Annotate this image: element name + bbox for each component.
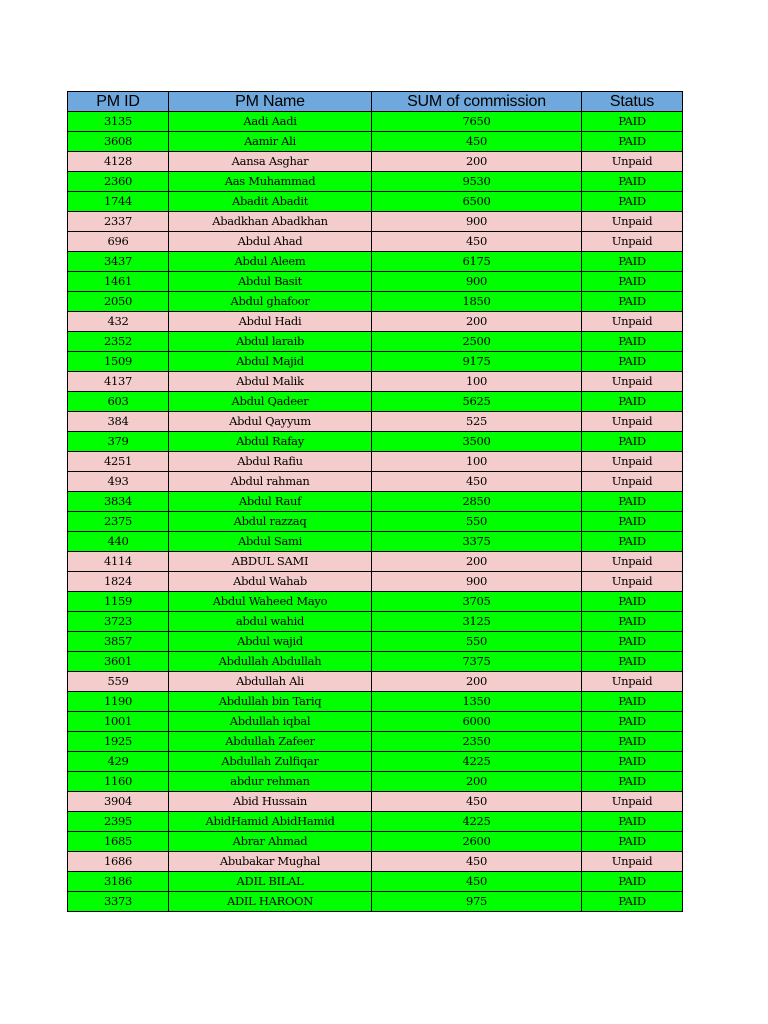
cell-pm-name: Abrar Ahmad [169,832,372,852]
cell-sum-of-commission: 200 [372,772,582,792]
cell-pm-id: 1686 [68,852,169,872]
cell-status: PAID [582,352,683,372]
cell-sum-of-commission: 3500 [372,432,582,452]
cell-sum-of-commission: 3375 [372,532,582,552]
cell-pm-name: Abdullah iqbal [169,712,372,732]
table-row [68,492,683,512]
cell-status: PAID [582,532,683,552]
cell-status: PAID [582,592,683,612]
cell-pm-id: 3437 [68,252,169,272]
cell-pm-id: 1461 [68,272,169,292]
cell-status: PAID [582,872,683,892]
cell-sum-of-commission: 550 [372,512,582,532]
table-row [68,392,683,412]
cell-status: PAID [582,172,683,192]
cell-pm-name: Abadit Abadit [169,192,372,212]
cell-pm-name: Abdul Waheed Mayo [169,592,372,612]
cell-status: PAID [582,112,683,132]
table-row [68,272,683,292]
header-pm-name: PM Name [169,92,372,112]
cell-status: Unpaid [582,312,683,332]
cell-pm-name: Abdul laraib [169,332,372,352]
cell-pm-name: Abdul Malik [169,372,372,392]
cell-pm-name: Abdul Sami [169,532,372,552]
cell-sum-of-commission: 450 [372,872,582,892]
table-row [68,112,683,132]
cell-pm-id: 1159 [68,592,169,612]
table-row [68,552,683,572]
cell-pm-id: 3834 [68,492,169,512]
cell-pm-id: 1685 [68,832,169,852]
cell-sum-of-commission: 450 [372,852,582,872]
cell-sum-of-commission: 9175 [372,352,582,372]
cell-pm-name: abdul wahid [169,612,372,632]
cell-status: PAID [582,292,683,312]
cell-status: PAID [582,652,683,672]
cell-sum-of-commission: 450 [372,132,582,152]
table-header [68,92,683,112]
table-row [68,532,683,552]
cell-sum-of-commission: 200 [372,552,582,572]
cell-status: PAID [582,132,683,152]
table-row [68,632,683,652]
cell-status: Unpaid [582,852,683,872]
cell-status: Unpaid [582,672,683,692]
cell-status: PAID [582,892,683,912]
cell-sum-of-commission: 6175 [372,252,582,272]
cell-pm-id: 696 [68,232,169,252]
table-row [68,372,683,392]
cell-status: PAID [582,612,683,632]
commission-table [67,91,683,912]
table-row [68,452,683,472]
cell-pm-id: 2395 [68,812,169,832]
cell-pm-name: Abdul ghafoor [169,292,372,312]
cell-status: Unpaid [582,412,683,432]
header-pm-id: PM ID [68,92,169,112]
cell-pm-id: 432 [68,312,169,332]
cell-sum-of-commission: 200 [372,152,582,172]
cell-pm-name: Abdullah Zafeer [169,732,372,752]
cell-sum-of-commission: 9530 [372,172,582,192]
cell-status: PAID [582,732,683,752]
cell-status: PAID [582,712,683,732]
cell-sum-of-commission: 550 [372,632,582,652]
cell-pm-name: Aadi Aadi [169,112,372,132]
cell-pm-id: 3186 [68,872,169,892]
cell-sum-of-commission: 450 [372,792,582,812]
cell-pm-id: 1824 [68,572,169,592]
cell-pm-name: Aansa Asghar [169,152,372,172]
table-row [68,432,683,452]
table-row [68,352,683,372]
table-row [68,852,683,872]
cell-sum-of-commission: 2600 [372,832,582,852]
cell-sum-of-commission: 7375 [372,652,582,672]
cell-sum-of-commission: 525 [372,412,582,432]
table-row [68,292,683,312]
cell-sum-of-commission: 900 [372,272,582,292]
cell-pm-name: ADIL HAROON [169,892,372,912]
table-row [68,612,683,632]
cell-sum-of-commission: 900 [372,212,582,232]
cell-status: PAID [582,752,683,772]
cell-sum-of-commission: 200 [372,672,582,692]
cell-status: Unpaid [582,212,683,232]
cell-pm-name: Abdul wajid [169,632,372,652]
cell-status: PAID [582,832,683,852]
table-row [68,332,683,352]
cell-pm-name: Abdullah Ali [169,672,372,692]
cell-pm-id: 3723 [68,612,169,632]
cell-status: Unpaid [582,792,683,812]
cell-pm-id: 429 [68,752,169,772]
cell-status: Unpaid [582,572,683,592]
table-row [68,712,683,732]
cell-pm-id: 493 [68,472,169,492]
cell-sum-of-commission: 2500 [372,332,582,352]
cell-pm-name: abdur rehman [169,772,372,792]
cell-pm-id: 3135 [68,112,169,132]
table-row [68,772,683,792]
cell-pm-name: Abid Hussain [169,792,372,812]
header-sum-of-commission: SUM of commission [372,92,582,112]
cell-pm-id: 440 [68,532,169,552]
cell-pm-id: 1160 [68,772,169,792]
cell-pm-name: Abdul Basit [169,272,372,292]
cell-sum-of-commission: 200 [372,312,582,332]
cell-status: Unpaid [582,232,683,252]
cell-pm-id: 1190 [68,692,169,712]
table-row [68,312,683,332]
table-row [68,872,683,892]
table-row [68,132,683,152]
cell-pm-id: 384 [68,412,169,432]
cell-status: PAID [582,632,683,652]
cell-pm-id: 2375 [68,512,169,532]
cell-pm-name: Abdullah Zulfiqar [169,752,372,772]
cell-status: Unpaid [582,372,683,392]
cell-pm-name: Abdul Aleem [169,252,372,272]
cell-status: PAID [582,192,683,212]
cell-pm-name: Abdullah bin Tariq [169,692,372,712]
cell-status: Unpaid [582,452,683,472]
cell-status: PAID [582,812,683,832]
cell-status: Unpaid [582,152,683,172]
table-body [68,112,683,912]
cell-sum-of-commission: 900 [372,572,582,592]
cell-pm-id: 2337 [68,212,169,232]
table-row [68,792,683,812]
table-row [68,472,683,492]
cell-sum-of-commission: 450 [372,232,582,252]
cell-pm-name: Abdul Ahad [169,232,372,252]
cell-sum-of-commission: 6500 [372,192,582,212]
cell-status: PAID [582,432,683,452]
cell-pm-id: 4137 [68,372,169,392]
cell-pm-id: 2360 [68,172,169,192]
cell-sum-of-commission: 4225 [372,812,582,832]
cell-sum-of-commission: 7650 [372,112,582,132]
cell-sum-of-commission: 1350 [372,692,582,712]
cell-pm-name: Abubakar Mughal [169,852,372,872]
table-row [68,412,683,432]
table-row [68,232,683,252]
table-row [68,212,683,232]
cell-pm-name: Abdul razzaq [169,512,372,532]
cell-pm-name: Abdul rahman [169,472,372,492]
table-row [68,512,683,532]
table-row [68,592,683,612]
cell-status: PAID [582,252,683,272]
cell-sum-of-commission: 3705 [372,592,582,612]
cell-pm-name: AbidHamid AbidHamid [169,812,372,832]
cell-pm-id: 1509 [68,352,169,372]
cell-status: PAID [582,512,683,532]
cell-pm-name: Abdul Qadeer [169,392,372,412]
table-row [68,892,683,912]
cell-sum-of-commission: 2350 [372,732,582,752]
cell-status: Unpaid [582,472,683,492]
cell-pm-name: Abdullah Abdullah [169,652,372,672]
table-row [68,172,683,192]
cell-status: PAID [582,772,683,792]
table-row [68,152,683,172]
cell-sum-of-commission: 4225 [372,752,582,772]
table-row [68,672,683,692]
table-row [68,572,683,592]
cell-pm-name: Abdul Rafiu [169,452,372,472]
cell-sum-of-commission: 450 [372,472,582,492]
cell-pm-id: 2352 [68,332,169,352]
cell-status: PAID [582,392,683,412]
cell-pm-id: 379 [68,432,169,452]
cell-pm-id: 3608 [68,132,169,152]
table-row [68,752,683,772]
cell-pm-id: 3857 [68,632,169,652]
table-row [68,192,683,212]
cell-sum-of-commission: 5625 [372,392,582,412]
cell-pm-id: 1925 [68,732,169,752]
table-row [68,692,683,712]
cell-pm-id: 603 [68,392,169,412]
cell-pm-name: Abdul Rauf [169,492,372,512]
cell-pm-name: Abdul Rafay [169,432,372,452]
cell-pm-name: Abdul Qayyum [169,412,372,432]
table-row [68,252,683,272]
cell-status: PAID [582,332,683,352]
cell-pm-id: 1001 [68,712,169,732]
cell-sum-of-commission: 6000 [372,712,582,732]
cell-status: PAID [582,272,683,292]
cell-sum-of-commission: 100 [372,372,582,392]
cell-pm-name: Abdul Majid [169,352,372,372]
cell-pm-id: 4251 [68,452,169,472]
cell-pm-id: 3601 [68,652,169,672]
cell-sum-of-commission: 100 [372,452,582,472]
cell-pm-name: ADIL BILAL [169,872,372,892]
table-row [68,832,683,852]
cell-sum-of-commission: 2850 [372,492,582,512]
cell-sum-of-commission: 975 [372,892,582,912]
cell-sum-of-commission: 1850 [372,292,582,312]
cell-pm-name: Abdul Hadi [169,312,372,332]
cell-pm-id: 1744 [68,192,169,212]
cell-pm-id: 4128 [68,152,169,172]
cell-pm-name: Abadkhan Abadkhan [169,212,372,232]
cell-pm-id: 2050 [68,292,169,312]
header-row [68,92,683,112]
header-status: Status [582,92,683,112]
cell-pm-name: ABDUL SAMI [169,552,372,572]
cell-sum-of-commission: 3125 [372,612,582,632]
cell-pm-id: 559 [68,672,169,692]
table-row [68,812,683,832]
cell-status: Unpaid [582,552,683,572]
cell-pm-name: Aas Muhammad [169,172,372,192]
table-row [68,652,683,672]
cell-pm-id: 4114 [68,552,169,572]
cell-status: PAID [582,492,683,512]
cell-pm-id: 3904 [68,792,169,812]
table-row [68,732,683,752]
cell-pm-name: Aamir Ali [169,132,372,152]
cell-status: PAID [582,692,683,712]
cell-pm-id: 3373 [68,892,169,912]
cell-pm-name: Abdul Wahab [169,572,372,592]
